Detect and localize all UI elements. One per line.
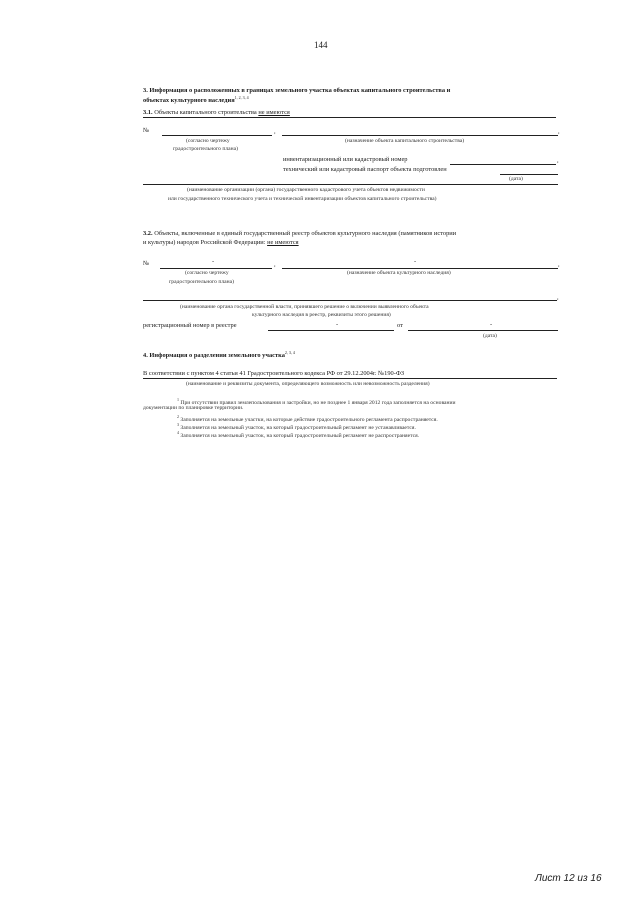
registry-label: регистрационный номер в реестре: [143, 322, 237, 329]
dash: -: [336, 321, 339, 328]
dash: -: [490, 321, 493, 328]
sheet-label: Лист 12 из 16: [535, 873, 602, 884]
from-label: от: [397, 322, 403, 329]
section-4-title: 4. Информация о разделении земельного участка$^{2, 3, 4}$: [143, 350, 295, 359]
hint-chart-2: градостроительного плана): [173, 146, 238, 152]
hint-chart: (согласно чертежу: [186, 138, 230, 144]
inventory-label: инвентаризационный или кадастровый номер: [283, 156, 408, 163]
section-3-title-cont: объектах культурного наследия$^{1, 2, 3, 4}$: [143, 95, 249, 104]
footnote-3: $^3$ Заполняется на земельный участок, на который градостроительный регламент не устанавливается.: [177, 422, 416, 431]
section-3-1-heading: 3.1. Объекты капитального строительства не имеются: [143, 109, 290, 116]
footnote-1-cont: документации по планировке территории.: [143, 405, 244, 411]
section-3-2-heading: 3.2. Объекты, включенные в единый государственный реестр объектов культурного наследия (памятников истории: [143, 230, 457, 237]
page-number: 144: [314, 40, 328, 50]
section-4-underline: [143, 378, 557, 379]
comma: ,: [558, 128, 560, 135]
hint-date: (дата): [509, 176, 523, 182]
footnote-4: $^4$ Заполняется на земельный участок, на который градостроительный регламент не распространяется.: [177, 430, 420, 439]
hint-chart-2: градостроительного плана): [169, 279, 234, 285]
organ-line: [143, 300, 557, 301]
org-hint-1: (наименование организации (органа) государственного кадастрового учета объектов недвижимости: [187, 187, 425, 193]
registry-line: [268, 330, 394, 331]
section-3-1-purpose-line: [282, 135, 558, 136]
comma: ,: [274, 128, 276, 135]
hint-date: (дата): [483, 333, 497, 339]
dash: -: [414, 258, 417, 265]
section-3-2-number-label: №: [143, 260, 150, 267]
passport-label: технический или кадастровый паспорт объекта подготовлен: [283, 166, 447, 173]
section-4-hint: (наименование и реквизиты документа, определяющего возможность или невозможность разделения): [186, 381, 430, 387]
organ-hint-1: (наименование органа государственной власти, принявшего решение о включении выявленного объекта: [180, 304, 429, 310]
hint-purpose: (назначение объекта капитального строительства): [345, 138, 465, 144]
section-3-2-heading-cont: и культуры) народов Российской Федерации: не имеются: [143, 239, 299, 246]
comma: ,: [557, 157, 559, 164]
registry-date-line: [408, 330, 558, 331]
section-4-text: В соответствии с пунктом 4 статьи 41 Градостроительного кодекса РФ от 29.12.2004г. №190-ФЗ: [143, 370, 405, 377]
hint-purpose: (назначение объекта культурного наследия): [347, 270, 451, 276]
section-3-1-underline: [143, 117, 556, 118]
section-3-1-number-label: №: [143, 127, 150, 134]
footnote-2: $^2$ Заполняется на земельные участки, на которые действие градостроительного регламента распространяется.: [177, 414, 438, 423]
dash: -: [212, 258, 215, 265]
org-line: [143, 184, 558, 185]
section-3-2-number-line: [160, 268, 272, 269]
section-3-1-number-line: [162, 135, 272, 136]
comma: ,: [557, 294, 559, 301]
comma: ,: [274, 261, 276, 268]
org-hint-2: или государственного технического учета и технической инвентаризации объектов капитального строительства): [168, 196, 437, 202]
comma: ,: [558, 261, 560, 268]
section-3-title: 3. Информация о расположенных в границах земельного участка объектах капитального строительства и: [143, 87, 451, 94]
inventory-line: [450, 164, 556, 165]
footnote-1: $^1$ При отсутствии правил землепользования и застройки, но не позднее 1 января 2012 года заполняется на основании: [177, 397, 456, 406]
section-3-2-purpose-line: [282, 268, 558, 269]
passport-date-line: [500, 174, 558, 175]
organ-hint-2: культурного наследия в реестр, реквизиты этого решения): [252, 312, 391, 318]
hint-chart: (согласно чертежу: [185, 270, 229, 276]
